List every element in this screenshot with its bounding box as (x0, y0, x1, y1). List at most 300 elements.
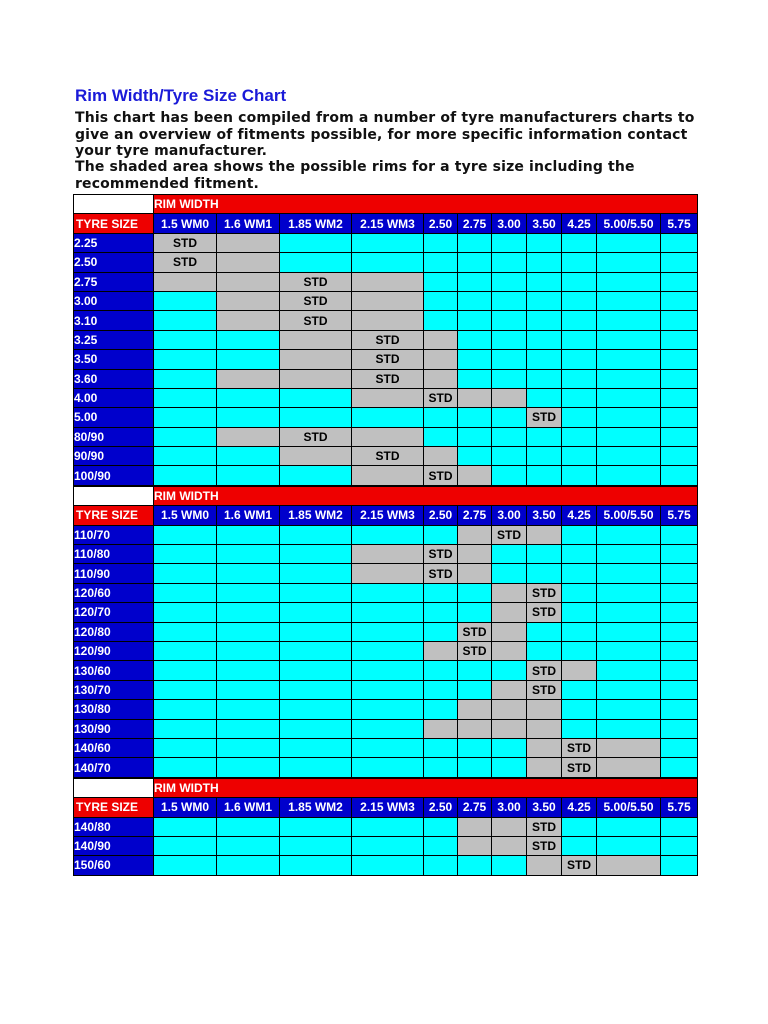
rim-cell (492, 564, 527, 583)
rim-column-header: 2.15 WM3 (352, 798, 424, 817)
rim-column-header: 3.00 (492, 798, 527, 817)
rim-cell (280, 622, 352, 641)
rim-cell (280, 564, 352, 583)
rim-cell (661, 330, 698, 349)
column-header-row (74, 506, 698, 525)
possible-rim-cell (492, 622, 527, 641)
rim-cell (458, 253, 492, 272)
tyre-size-cell: 2.50 (74, 253, 154, 272)
rim-cell (217, 350, 280, 369)
rim-cell (424, 272, 458, 291)
rim-cell (562, 603, 597, 622)
rim-cell (424, 700, 458, 719)
rim-cell (492, 466, 527, 485)
rim-cell (154, 700, 217, 719)
std-fitment-cell: STD (352, 369, 424, 388)
rim-cell (562, 408, 597, 427)
rim-cell (154, 641, 217, 660)
tyre-size-cell: 140/80 (74, 817, 154, 836)
table-row (74, 427, 698, 446)
table-row (74, 525, 698, 544)
corner-cell (74, 486, 154, 505)
rim-column-header: 3.50 (527, 506, 562, 525)
rim-cell (280, 545, 352, 564)
rim-cell (217, 466, 280, 485)
std-fitment-cell: STD (492, 525, 527, 544)
rim-cell (597, 272, 661, 291)
tyre-size-cell: 5.00 (74, 408, 154, 427)
rim-column-header: 1.6 WM1 (217, 214, 280, 233)
rim-cell (424, 583, 458, 602)
rim-cell (280, 466, 352, 485)
rim-cell (280, 388, 352, 407)
tyre-size-label: TYRE SIZE (74, 798, 154, 817)
possible-rim-cell (217, 369, 280, 388)
rim-column-header: 5.00/5.50 (597, 506, 661, 525)
rim-column-header: 3.00 (492, 214, 527, 233)
rim-cell (352, 583, 424, 602)
table-row (74, 447, 698, 466)
rim-cell (661, 836, 698, 855)
rim-column-header: 1.85 WM2 (280, 506, 352, 525)
rim-cell (661, 272, 698, 291)
rim-cell (217, 680, 280, 699)
rim-cell (597, 525, 661, 544)
rim-cell (562, 545, 597, 564)
rim-cell (661, 641, 698, 660)
rim-cell (661, 856, 698, 875)
possible-rim-cell (424, 641, 458, 660)
rim-cell (562, 253, 597, 272)
rim-cell (562, 330, 597, 349)
rim-cell (597, 253, 661, 272)
possible-rim-cell (492, 583, 527, 602)
rim-table (73, 486, 698, 778)
rim-cell (562, 525, 597, 544)
rim-cell (492, 253, 527, 272)
table-row (74, 408, 698, 427)
rim-cell (154, 447, 217, 466)
rim-cell (424, 680, 458, 699)
rim-cell (597, 622, 661, 641)
rim-cell (154, 817, 217, 836)
rim-cell (527, 233, 562, 252)
table-row (74, 291, 698, 310)
rim-cell (458, 738, 492, 757)
tyre-size-cell: 2.75 (74, 272, 154, 291)
rim-cell (562, 719, 597, 738)
rim-column-header: 1.85 WM2 (280, 798, 352, 817)
rim-cell (661, 545, 698, 564)
rim-cell (280, 583, 352, 602)
possible-rim-cell (458, 564, 492, 583)
possible-rim-cell (458, 700, 492, 719)
rim-cell (217, 564, 280, 583)
rim-cell (217, 719, 280, 738)
rim-cell (217, 447, 280, 466)
rim-cell (661, 253, 698, 272)
possible-rim-cell (217, 272, 280, 291)
rim-column-header: 3.50 (527, 798, 562, 817)
table-row (74, 856, 698, 875)
rim-cell (661, 350, 698, 369)
rim-cell (154, 427, 217, 446)
rim-cell (492, 447, 527, 466)
rim-cell (217, 856, 280, 875)
possible-rim-cell (352, 388, 424, 407)
rim-cell (562, 272, 597, 291)
possible-rim-cell (458, 817, 492, 836)
rim-cell (661, 719, 698, 738)
rim-cell (527, 466, 562, 485)
table-row (74, 272, 698, 291)
rim-cell (661, 622, 698, 641)
possible-rim-cell (217, 311, 280, 330)
rim-cell (352, 641, 424, 660)
std-fitment-cell: STD (424, 466, 458, 485)
possible-rim-cell (424, 719, 458, 738)
rim-cell (154, 564, 217, 583)
possible-rim-cell (280, 330, 352, 349)
rim-cell (661, 233, 698, 252)
tyre-size-cell: 120/80 (74, 622, 154, 641)
tyre-size-cell: 100/90 (74, 466, 154, 485)
rim-cell (458, 350, 492, 369)
rim-cell (154, 758, 217, 777)
rim-cell (492, 545, 527, 564)
tyre-size-cell: 130/90 (74, 719, 154, 738)
rim-column-header: 5.00/5.50 (597, 798, 661, 817)
std-fitment-cell: STD (458, 641, 492, 660)
rim-cell (661, 408, 698, 427)
rim-cell (597, 233, 661, 252)
std-fitment-cell: STD (424, 545, 458, 564)
possible-rim-cell (424, 350, 458, 369)
tyre-size-cell: 4.00 (74, 388, 154, 407)
rim-cell (217, 330, 280, 349)
rim-cell (217, 545, 280, 564)
rim-cell (661, 583, 698, 602)
rim-cell (280, 738, 352, 757)
rim-cell (280, 641, 352, 660)
rim-cell (217, 408, 280, 427)
rim-cell (562, 388, 597, 407)
possible-rim-cell (424, 330, 458, 349)
rim-column-header: 1.5 WM0 (154, 798, 217, 817)
table-row (74, 311, 698, 330)
rim-column-header: 2.15 WM3 (352, 214, 424, 233)
table-row (74, 700, 698, 719)
rim-cell (597, 700, 661, 719)
rim-cell (352, 680, 424, 699)
rim-cell (217, 388, 280, 407)
rim-cell (597, 680, 661, 699)
rim-cell (562, 447, 597, 466)
tyre-size-cell: 130/70 (74, 680, 154, 699)
possible-rim-cell (527, 856, 562, 875)
rim-column-header: 2.50 (424, 214, 458, 233)
rim-cell (527, 622, 562, 641)
rim-cell (527, 272, 562, 291)
rim-cell (352, 408, 424, 427)
shading-note: The shaded area shows the possible rims for a tyre size including the recommended fitment. (75, 159, 635, 192)
std-fitment-cell: STD (154, 233, 217, 252)
intro-text: This chart has been compiled from a number of tyre manufacturers charts to give an overview of fitments possible, for more specific information contact your tyre manufacturer. (75, 110, 695, 159)
rim-table (73, 194, 698, 486)
possible-rim-cell (352, 466, 424, 485)
table-row (74, 641, 698, 660)
rim-cell (458, 233, 492, 252)
rim-cell (562, 836, 597, 855)
rim-cell (352, 233, 424, 252)
possible-rim-cell (597, 856, 661, 875)
rim-cell (458, 603, 492, 622)
rim-cell (280, 408, 352, 427)
rim-cell (154, 603, 217, 622)
rim-cell (154, 583, 217, 602)
tyre-size-cell: 3.50 (74, 350, 154, 369)
possible-rim-cell (458, 545, 492, 564)
rim-cell (280, 661, 352, 680)
rim-cell (562, 466, 597, 485)
possible-rim-cell (154, 272, 217, 291)
rim-cell (154, 622, 217, 641)
rim-cell (424, 291, 458, 310)
tyre-size-cell: 120/70 (74, 603, 154, 622)
rim-cell (661, 700, 698, 719)
table-row (74, 622, 698, 641)
rim-cell (562, 350, 597, 369)
table-row (74, 545, 698, 564)
possible-rim-cell (458, 719, 492, 738)
possible-rim-cell (352, 311, 424, 330)
tyre-size-cell: 90/90 (74, 447, 154, 466)
rim-cell (661, 603, 698, 622)
possible-rim-cell (492, 388, 527, 407)
std-fitment-cell: STD (562, 758, 597, 777)
possible-rim-cell (424, 447, 458, 466)
rim-cell (458, 758, 492, 777)
rim-cell (217, 836, 280, 855)
rim-column-header: 4.25 (562, 506, 597, 525)
tyre-size-cell: 110/70 (74, 525, 154, 544)
rim-cell (280, 700, 352, 719)
possible-rim-cell (217, 253, 280, 272)
possible-rim-cell (458, 466, 492, 485)
rim-cell (280, 856, 352, 875)
std-fitment-cell: STD (280, 291, 352, 310)
tyre-size-cell: 3.60 (74, 369, 154, 388)
rim-cell (562, 641, 597, 660)
rim-cell (458, 856, 492, 875)
rim-cell (661, 661, 698, 680)
possible-rim-cell (527, 700, 562, 719)
rim-cell (217, 661, 280, 680)
rim-column-header: 5.75 (661, 214, 698, 233)
rim-cell (527, 291, 562, 310)
rim-cell (597, 545, 661, 564)
rim-width-label: RIM WIDTH (154, 195, 698, 214)
rim-cell (154, 680, 217, 699)
rim-cell (492, 311, 527, 330)
rim-cell (661, 817, 698, 836)
rim-cell (597, 583, 661, 602)
tyre-size-cell: 3.00 (74, 291, 154, 310)
rim-cell (424, 408, 458, 427)
tyre-size-cell: 140/60 (74, 738, 154, 757)
possible-rim-cell (492, 817, 527, 836)
rim-cell (458, 272, 492, 291)
rim-width-header-row (74, 195, 698, 214)
rim-cell (661, 427, 698, 446)
rim-cell (661, 564, 698, 583)
rim-cell (352, 622, 424, 641)
rim-cell (424, 427, 458, 446)
column-header-row (74, 214, 698, 233)
rim-column-header: 5.75 (661, 506, 698, 525)
rim-cell (280, 719, 352, 738)
rim-cell (458, 583, 492, 602)
rim-cell (217, 700, 280, 719)
table-row (74, 350, 698, 369)
rim-cell (492, 408, 527, 427)
rim-column-header: 4.25 (562, 798, 597, 817)
rim-cell (562, 369, 597, 388)
rim-cell (424, 603, 458, 622)
rim-cell (661, 447, 698, 466)
possible-rim-cell (352, 545, 424, 564)
rim-width-header-row (74, 486, 698, 505)
possible-rim-cell (492, 641, 527, 660)
rim-cell (352, 856, 424, 875)
rim-cell (458, 680, 492, 699)
rim-cell (458, 661, 492, 680)
possible-rim-cell (280, 447, 352, 466)
table-row (74, 388, 698, 407)
rim-column-header: 2.75 (458, 798, 492, 817)
rim-cell (492, 738, 527, 757)
std-fitment-cell: STD (154, 253, 217, 272)
rim-cell (492, 758, 527, 777)
rim-cell (217, 622, 280, 641)
rim-table (73, 778, 698, 876)
rim-cell (562, 311, 597, 330)
rim-cell (562, 583, 597, 602)
table-row (74, 233, 698, 252)
rim-column-header: 1.5 WM0 (154, 214, 217, 233)
possible-rim-cell (597, 758, 661, 777)
std-fitment-cell: STD (527, 680, 562, 699)
rim-column-header: 2.75 (458, 214, 492, 233)
tyre-size-label: TYRE SIZE (74, 506, 154, 525)
rim-cell (527, 311, 562, 330)
rim-column-header: 1.85 WM2 (280, 214, 352, 233)
rim-column-header: 1.5 WM0 (154, 506, 217, 525)
rim-cell (597, 311, 661, 330)
possible-rim-cell (562, 661, 597, 680)
rim-column-header: 4.25 (562, 214, 597, 233)
rim-cell (661, 680, 698, 699)
possible-rim-cell (280, 350, 352, 369)
rim-cell (154, 291, 217, 310)
rim-cell (352, 758, 424, 777)
rim-cell (352, 603, 424, 622)
table-row (74, 564, 698, 583)
tyre-size-cell: 3.10 (74, 311, 154, 330)
rim-cell (597, 466, 661, 485)
rim-cell (562, 680, 597, 699)
tyre-size-cell: 120/60 (74, 583, 154, 602)
possible-rim-cell (597, 738, 661, 757)
rim-cell (562, 622, 597, 641)
rim-cell (492, 330, 527, 349)
rim-cell (527, 427, 562, 446)
rim-cell (492, 661, 527, 680)
rim-column-header: 2.15 WM3 (352, 506, 424, 525)
rim-cell (280, 680, 352, 699)
rim-cell (562, 700, 597, 719)
rim-cell (527, 388, 562, 407)
rim-cell (597, 817, 661, 836)
column-header-row (74, 798, 698, 817)
rim-cell (352, 738, 424, 757)
rim-cell (661, 738, 698, 757)
rim-cell (424, 253, 458, 272)
rim-column-header: 2.50 (424, 798, 458, 817)
possible-rim-cell (492, 603, 527, 622)
possible-rim-cell (217, 233, 280, 252)
table-row (74, 836, 698, 855)
rim-column-header: 2.50 (424, 506, 458, 525)
rim-cell (352, 253, 424, 272)
rim-cell (597, 836, 661, 855)
possible-rim-cell (492, 700, 527, 719)
rim-cell (424, 817, 458, 836)
tyre-size-cell: 80/90 (74, 427, 154, 446)
rim-column-header: 2.75 (458, 506, 492, 525)
rim-cell (352, 525, 424, 544)
rim-cell (597, 408, 661, 427)
rim-cell (597, 447, 661, 466)
rim-cell (661, 466, 698, 485)
possible-rim-cell (217, 291, 280, 310)
rim-cell (154, 350, 217, 369)
rim-column-header: 3.50 (527, 214, 562, 233)
rim-cell (597, 291, 661, 310)
possible-rim-cell (527, 738, 562, 757)
rim-cell (527, 641, 562, 660)
rim-cell (280, 758, 352, 777)
table-row (74, 583, 698, 602)
possible-rim-cell (492, 680, 527, 699)
rim-cell (154, 466, 217, 485)
rim-cell (424, 233, 458, 252)
rim-cell (154, 330, 217, 349)
std-fitment-cell: STD (527, 583, 562, 602)
table-row (74, 758, 698, 777)
rim-cell (424, 836, 458, 855)
rim-width-header-row (74, 778, 698, 797)
std-fitment-cell: STD (527, 661, 562, 680)
rim-cell (458, 447, 492, 466)
possible-rim-cell (352, 564, 424, 583)
possible-rim-cell (352, 427, 424, 446)
tyre-size-label: TYRE SIZE (74, 214, 154, 233)
possible-rim-cell (527, 758, 562, 777)
rim-cell (458, 427, 492, 446)
rim-cell (280, 817, 352, 836)
rim-cell (492, 291, 527, 310)
